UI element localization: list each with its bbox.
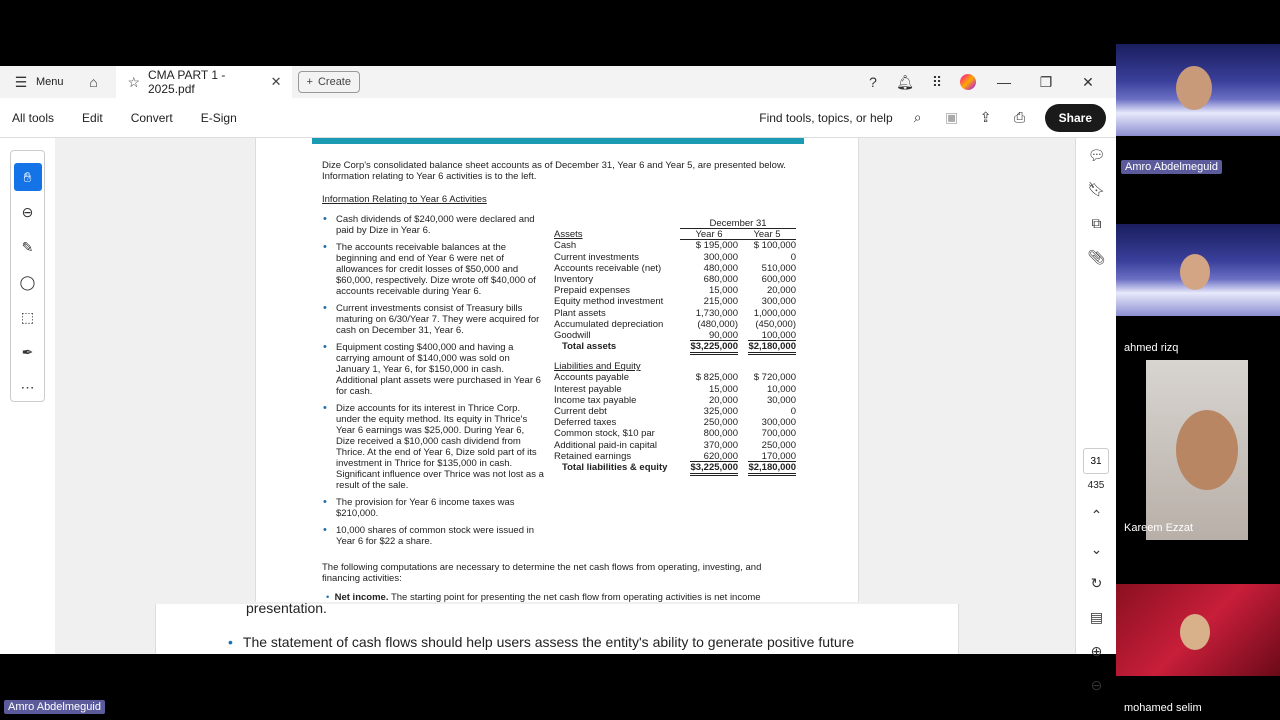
bs-value-year5: 0 — [790, 251, 796, 263]
bell-icon[interactable]: 🔔︎ — [896, 73, 914, 90]
bs-value-year5: 30,000 — [766, 394, 796, 406]
bs-value-year5: 700,000 — [761, 428, 796, 440]
lower-bullet-text: • The statement of cash flows should help users assess the entity's ability to generate positive future — [228, 634, 855, 650]
text-select-icon[interactable]: ⬚ — [20, 308, 35, 325]
info-bullet: • Equipment costing $400,000 and having a carrying amount of $140,000 was sold on January 1, Year 6, for $150,000 in cash. Additional plant assets were purchased in Year 6 for cash. — [322, 342, 544, 397]
bs-label: Current investments — [554, 251, 640, 263]
video-tile[interactable] — [1116, 584, 1280, 676]
bs-row — [554, 417, 798, 428]
print-icon[interactable]: ⎙ — [1014, 109, 1026, 125]
bs-value-year6: 250,000 — [703, 417, 738, 429]
bs-value-year5: $ 720,000 — [753, 372, 796, 384]
upload-cloud-icon[interactable]: ⇪ — [979, 109, 992, 125]
bs-label: Retained earnings — [554, 450, 632, 462]
bs-label: Common stock, $10 par — [554, 428, 655, 440]
home-button[interactable] — [84, 72, 104, 92]
refresh-icon[interactable]: ↻ — [1090, 574, 1103, 591]
create-label: Create — [317, 76, 351, 88]
participant-name: Amro Abdelmeguid — [1121, 160, 1222, 174]
info-bullet: • 10,000 shares of common stock were issued in Year 6 for $22 a share. — [322, 525, 544, 547]
close-window-icon[interactable]: ✕ — [1082, 73, 1094, 90]
bs-value-year6: 215,000 — [703, 296, 738, 308]
toolbar-esign[interactable]: E-Sign — [200, 110, 237, 125]
bs-value-year5: $ 100,000 — [753, 240, 796, 252]
bs-row — [554, 263, 798, 274]
attachment-icon[interactable]: 📎︎ — [1087, 248, 1106, 265]
bs-value-year6: 370,000 — [703, 439, 738, 451]
total-assets-row: Total assets $3,225,000 $2,180,000 — [554, 341, 798, 352]
bs-label: Accounts receivable (net) — [554, 262, 662, 274]
bs-row — [554, 440, 798, 451]
pen-icon[interactable]: ✎ — [21, 238, 34, 255]
hamburger-icon: ☰ — [14, 73, 28, 90]
bs-value-year6: 15,000 — [708, 383, 738, 395]
bs-label: Equity method investment — [554, 296, 664, 308]
bs-value-year6: $ 195,000 — [695, 240, 738, 252]
hand-tool-icon[interactable]: ✋︎ — [14, 163, 42, 191]
bs-label: Current debt — [554, 406, 607, 417]
zoom-out-icon[interactable]: ⊖ — [1090, 676, 1103, 693]
bs-row — [554, 296, 798, 307]
bs-label: Income tax payable — [554, 394, 637, 406]
bs-row — [554, 285, 798, 296]
info-bullet: • Dize accounts for its interest in Thrice Corp. under the equity method. Its equity in Thrice's Year 6 earnings was $25,000. During Year 6, Dize received a $10,000 cash dividend from Thrice. At the end of Year 6, Dize sold part of its investment in Thrice for $135,000 in cash. Significant influence over Thrice was not lost as a result of the sale. — [322, 403, 544, 491]
page-number-box[interactable]: 31 — [1083, 448, 1109, 474]
bs-value-year5: (450,000) — [755, 318, 796, 330]
zoom-out-comment-icon[interactable]: ⊖ — [21, 203, 34, 220]
apps-grid-icon[interactable]: ⠿ — [931, 73, 943, 90]
participant-face — [1176, 410, 1238, 490]
bookmark-icon[interactable]: 🔖︎ — [1087, 180, 1106, 197]
col-year5: Year 5 — [738, 229, 796, 240]
participant-face — [1176, 66, 1212, 110]
lasso-icon[interactable]: ◯ — [19, 273, 36, 290]
chevron-down-icon[interactable]: ⌄ — [1090, 540, 1103, 557]
bs-value-year5: 1,000,000 — [753, 307, 796, 319]
participant-name: mohamed selim — [1124, 702, 1202, 714]
bs-value-year6: 680,000 — [703, 273, 738, 285]
info-bullet: • The accounts receivable balances at the beginning and end of Year 6 were net of allowances for credit losses of $50,000 and $60,000, respectively. Dize wrote off $40,000 of accounts receivable during Year 6. — [322, 242, 544, 297]
bs-value-year6: $ 825,000 — [695, 372, 738, 384]
bs-label: Prepaid expenses — [554, 285, 631, 297]
close-tab-icon[interactable]: ✕ — [270, 74, 282, 89]
info-bullet: • The provision for Year 6 income taxes was $210,000. — [322, 497, 544, 519]
page-header-bar — [312, 138, 804, 144]
help-icon[interactable]: ? — [869, 74, 877, 90]
page-fit-icon[interactable]: ▤ — [1089, 608, 1104, 625]
zoom-in-icon[interactable]: ⊕ — [1090, 642, 1103, 659]
bs-label: Plant assets — [554, 307, 606, 319]
bs-label: Accumulated depreciation — [554, 318, 664, 330]
pages-icon[interactable]: ⧉ — [1091, 214, 1102, 231]
home-icon: ⌂ — [89, 74, 98, 90]
menu-label: Menu — [36, 76, 64, 88]
save-icon[interactable]: ▣ — [945, 109, 959, 125]
bs-header: December 31 — [680, 218, 796, 229]
chevron-up-icon[interactable]: ⌃ — [1090, 506, 1103, 523]
balance-sheet — [554, 218, 798, 473]
bs-value-year6: 20,000 — [708, 394, 738, 406]
bs-row — [554, 319, 798, 330]
document-tab[interactable] — [116, 66, 292, 98]
participant-name: Kareem Ezzat — [1124, 522, 1194, 534]
bs-value-year5: 20,000 — [766, 285, 796, 297]
bs-value-year6: (480,000) — [697, 318, 738, 330]
net-income-line: • Net income. The starting point for presenting the net cash flow from operating activities is net income — [326, 592, 761, 603]
bs-value-year5: 10,000 — [766, 383, 796, 395]
bs-value-year6: 325,000 — [703, 406, 738, 417]
pdf-page — [255, 138, 859, 602]
intro-text: Dize Corp's consolidated balance sheet accounts as of December 31, Year 6 and Year 5, are presented below. Information relating to Year 6 activities is to the left. — [322, 160, 786, 182]
bs-label: Deferred taxes — [554, 417, 617, 429]
cut-text: presentation. — [246, 600, 327, 616]
info-bullet: • Current investments consist of Treasury bills maturing on 6/30/Year 7. They were acquired for cash on December 31, Year 6. — [322, 303, 544, 336]
video-tile[interactable] — [1116, 224, 1280, 316]
toolbar-all-tools[interactable]: All tools — [12, 110, 55, 125]
bs-label: Accounts payable — [554, 372, 629, 384]
info-bullet: • Cash dividends of $240,000 were declared and paid by Dize in Year 6. — [322, 214, 544, 236]
bs-value-year5: 0 — [790, 406, 796, 417]
left-tool-rail — [10, 150, 45, 402]
document-viewport[interactable] — [55, 138, 1075, 654]
minimize-icon[interactable]: — — [997, 74, 1011, 90]
info-bullets — [322, 214, 544, 553]
bs-value-year5: 250,000 — [761, 439, 796, 451]
liab-heading: Liabilities and Equity — [554, 361, 641, 373]
video-tile[interactable] — [1146, 360, 1248, 540]
bs-value-year5: 300,000 — [761, 417, 796, 429]
sign-icon[interactable]: ✒ — [21, 343, 34, 360]
self-view-name: Amro Abdelmeguid — [4, 700, 105, 714]
bs-value-year5: 170,000 — [761, 450, 796, 462]
share-button[interactable]: Share — [1045, 104, 1106, 132]
next-page-preview — [155, 600, 959, 654]
bs-value-year6: 1,730,000 — [695, 307, 738, 319]
bs-row — [554, 372, 798, 383]
bs-value-year5: 600,000 — [761, 273, 796, 285]
video-tile[interactable] — [1116, 44, 1280, 136]
bs-label: Interest payable — [554, 383, 622, 395]
toolbar-edit[interactable]: Edit — [82, 110, 103, 125]
bs-row — [554, 240, 798, 251]
info-heading: Information Relating to Year 6 Activities — [322, 194, 487, 205]
bs-value-year6: 480,000 — [703, 262, 738, 274]
menu-button[interactable] — [12, 74, 64, 91]
star-icon[interactable]: ☆ — [127, 73, 141, 90]
ai-assistant-icon[interactable] — [960, 74, 976, 90]
bs-row — [554, 384, 798, 395]
right-rail — [1075, 138, 1116, 693]
computations-intro: The following computations are necessary to determine the net cash flows from operating, investing, and financing activities: — [322, 562, 762, 584]
bs-label: Inventory — [554, 273, 594, 285]
more-tools-icon[interactable]: ⋯ — [20, 378, 35, 395]
bs-row — [554, 308, 798, 319]
bs-label: Cash — [554, 240, 577, 252]
participant-face — [1180, 254, 1210, 290]
bs-value-year5: 100,000 — [761, 329, 796, 341]
page-count: 435 — [1087, 480, 1105, 491]
create-button[interactable] — [298, 71, 360, 93]
participant-name: ahmed rizq — [1124, 342, 1179, 354]
acrobat-window — [0, 66, 1116, 693]
bs-value-year6: 90,000 — [708, 329, 738, 341]
bs-label: Goodwill — [554, 329, 591, 341]
bs-row — [554, 274, 798, 285]
tab-title: CMA PART 1 - 2025.pdf — [148, 68, 226, 96]
search-icon[interactable]: ⌕ — [913, 109, 922, 125]
bs-value-year6: 300,000 — [703, 251, 738, 263]
bs-value-year6: 15,000 — [708, 285, 738, 297]
bs-value-year6: 800,000 — [703, 428, 738, 440]
total-liab-row: Total liabilities & equity $3,225,000 $2,180,000 — [554, 462, 798, 473]
comment-icon[interactable]: 💬︎ — [1087, 146, 1106, 163]
bs-value-year5: 300,000 — [761, 296, 796, 308]
bs-value-year6: 620,000 — [703, 450, 738, 462]
bs-label: Additional paid-in capital — [554, 439, 657, 451]
bs-row — [554, 252, 798, 263]
plus-icon: + — [306, 76, 313, 88]
restore-icon[interactable]: ❐ — [1039, 73, 1053, 90]
tab-bar — [0, 66, 1116, 98]
assets-heading: Assets — [554, 229, 583, 241]
main-toolbar — [0, 98, 1116, 138]
bs-row — [554, 406, 798, 417]
col-year6: Year 6 — [680, 229, 738, 240]
toolbar-convert[interactable]: Convert — [130, 110, 173, 125]
participant-face — [1180, 614, 1210, 650]
bs-row — [554, 428, 798, 439]
bs-row — [554, 395, 798, 406]
find-tools-search[interactable]: Find tools, topics, or help — [759, 110, 893, 125]
bs-value-year5: 510,000 — [761, 262, 796, 274]
